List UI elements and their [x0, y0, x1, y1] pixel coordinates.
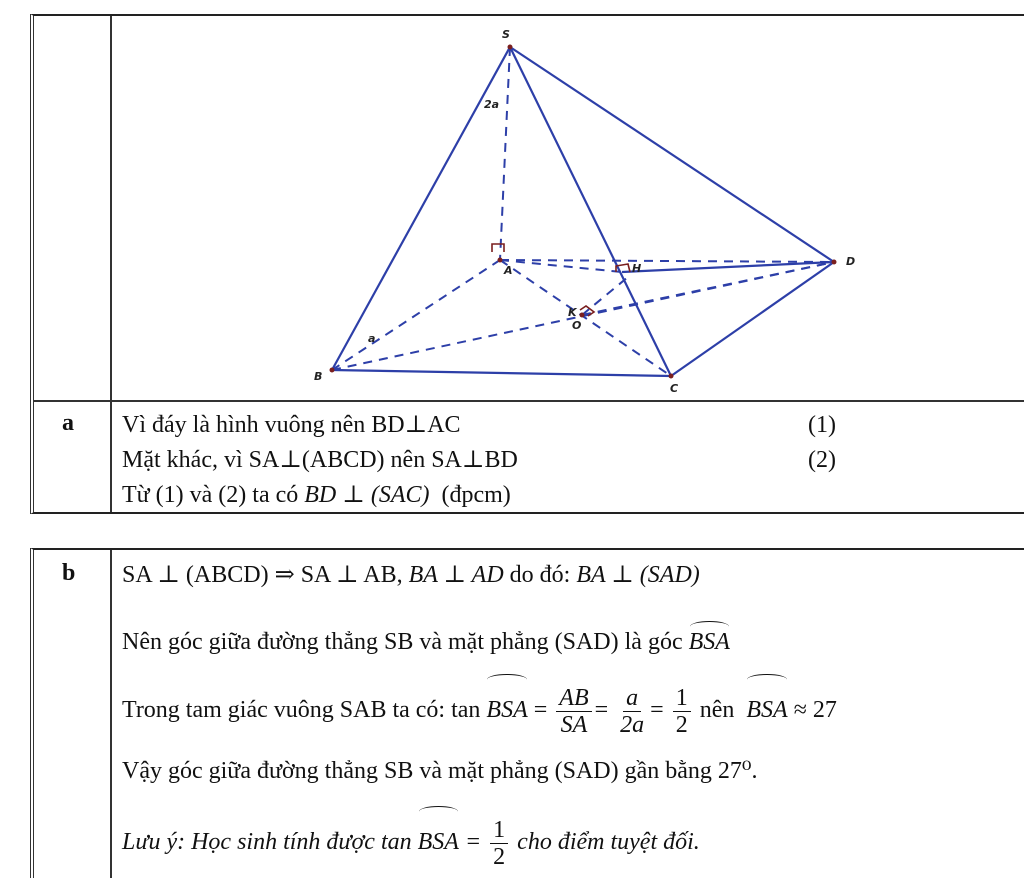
solution-table-a [30, 14, 1024, 514]
part-a-number-1: (1) [808, 412, 836, 438]
right-angle-A [492, 244, 504, 252]
label-K: K [568, 306, 577, 319]
edge-SA [500, 47, 510, 260]
segment-HD [622, 262, 834, 272]
label-A: A [504, 264, 513, 277]
note-fraction: $\frac{1}{2}$ [490, 817, 508, 870]
label-AB-length: a [368, 332, 376, 345]
fraction-a-2a: $\frac{a}{2a}$ [620, 684, 645, 738]
part-b-label: b [62, 560, 76, 586]
part-a-line-3: Từ (1) và (2) ta có BD ⊥ (SAC) (đpcm) [122, 482, 511, 508]
edge-BC [332, 370, 671, 376]
edge-AD [500, 260, 834, 262]
part-b-line-1: SA ⊥ (ABCD) ⇒ SA ⊥ AB, BA ⊥ AD do đó: BA ⊥ (SAD) [122, 562, 700, 588]
part-b-line-2: Nên góc giữa đường thẳng SB và mặt phẳng (SAD) là góc BSA [122, 629, 730, 655]
part-a-formula: BD ⊥ (SAC) [304, 482, 430, 508]
part-a-number-2: (2) [808, 447, 836, 473]
label-B: B [314, 370, 323, 383]
diagonal-AC [500, 260, 671, 376]
edge-SB [332, 47, 510, 370]
label-S: S [502, 28, 510, 41]
pyramid-figure [34, 16, 1024, 400]
edge-AB [332, 260, 500, 370]
label-D: D [846, 255, 856, 268]
fraction-AB-SA: $\frac{AB}{SA}$ [556, 685, 591, 738]
part-a-line-2: Mặt khác, vì SA⊥(ABCD) nên SA⊥BD [122, 447, 518, 473]
part-b-line-3: Trong tam giác vuông SAB ta có: tan BSA = $\frac{AB}{SA}$ = $\frac{a}{2a}$ = $\frac{1}{2}$ nên BSA ≈ 27 [122, 680, 837, 740]
part-b-line-4: Vậy góc giữa đường thẳng SB và mặt phẳng (SAD) gần bằng 27⁰. [122, 758, 758, 784]
row-divider [34, 400, 1024, 402]
label-SA-length: 2a [484, 98, 500, 111]
edge-SC [510, 47, 671, 376]
angle-BSA: BSA [688, 629, 730, 655]
fraction-1-2: $\frac{1}{2}$ [673, 685, 691, 738]
solution-table-b [30, 548, 1024, 878]
edge-SD [510, 47, 834, 262]
label-H: H [632, 262, 642, 275]
column-divider [110, 550, 112, 878]
label-O: O [572, 319, 582, 332]
segment-AH [500, 260, 622, 272]
label-C: C [670, 382, 679, 395]
part-a-line-1: Vì đáy là hình vuông nên BD⊥AC [122, 412, 461, 438]
edge-CD [671, 262, 834, 376]
part-b-note: Lưu ý: Học sinh tính được tan BSA = $\frac{1}{2}$ cho điểm tuyệt đối. [122, 812, 700, 872]
part-a-label: a [62, 410, 74, 436]
